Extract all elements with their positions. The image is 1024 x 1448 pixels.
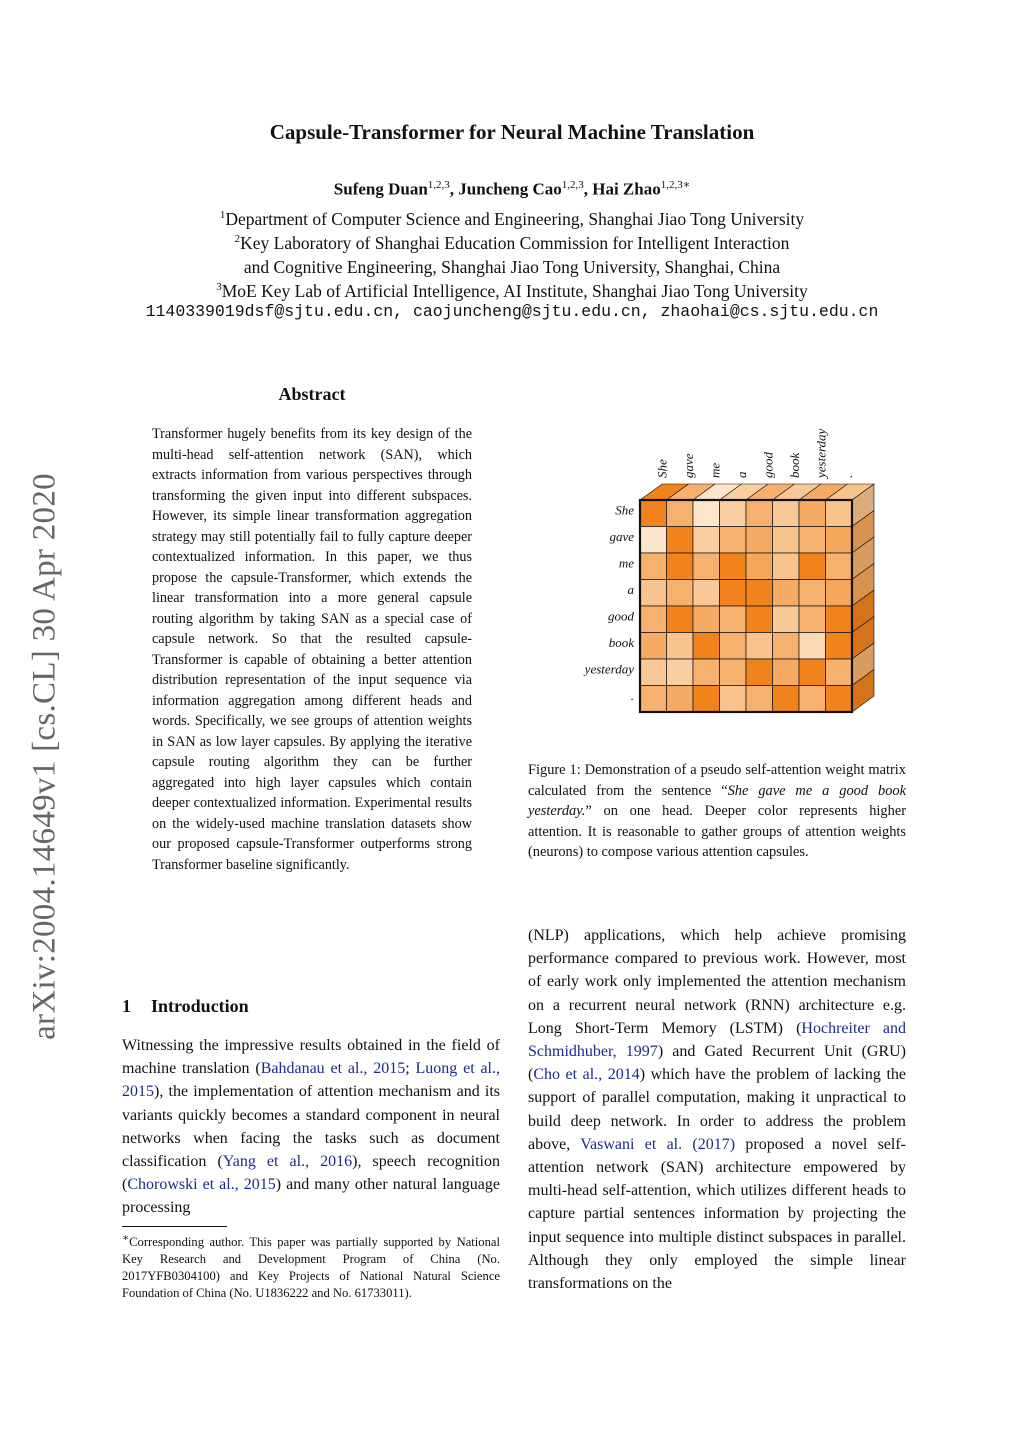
matrix-cell — [799, 659, 826, 686]
matrix-cell — [799, 606, 826, 633]
arxiv-stamp: arXiv:2004.14649v1 [cs.CL] 30 Apr 2020 — [26, 473, 63, 1040]
column-label: She — [654, 459, 670, 478]
matrix-cell — [693, 659, 720, 686]
matrix-cell — [826, 606, 853, 633]
matrix-cell — [667, 527, 694, 554]
matrix-cell — [746, 553, 773, 580]
citation-link[interactable]: Luong et al., 2015 — [122, 1060, 500, 1101]
author-affil: 1,2,3∗ — [660, 179, 691, 191]
matrix-cell — [826, 527, 853, 554]
abstract-heading: Abstract — [278, 384, 346, 404]
matrix-cell — [693, 686, 720, 713]
affiliation: $^3$MoE Key Lab of Artificial Intelligence, AI Institute, Shanghai Jiao Tong University — [216, 280, 808, 301]
matrix-cell — [773, 580, 800, 607]
matrix-cell — [746, 500, 773, 527]
matrix-cell — [773, 500, 800, 527]
row-label: good — [608, 608, 634, 624]
matrix-cell — [826, 580, 853, 607]
matrix-cell — [640, 527, 667, 554]
matrix-cell — [640, 553, 667, 580]
column-label: . — [839, 474, 855, 478]
intro-paragraph: Witnessing the impressive results obtained in the field of machine translation (Bahdanau et al., 2015; Luong et al., 2015), the implementation of attention mechanism and its variants quickly becomes a standard component in neural networks when facing the tasks such as document classification (Yang et al., 2016), speech recognition (Chorowski et al., 2015) and many other natural language processing — [122, 1037, 500, 1217]
matrix-cell — [693, 633, 720, 660]
author-affil: 1,2,3 — [561, 179, 584, 191]
column-label: good — [760, 452, 776, 478]
matrix-cell — [720, 527, 747, 554]
matrix-cell — [693, 527, 720, 554]
row-label: a — [627, 582, 634, 598]
matrix-cell — [773, 553, 800, 580]
matrix-cell — [746, 606, 773, 633]
column-label: book — [786, 452, 802, 478]
matrix-cell — [693, 500, 720, 527]
matrix-cell — [773, 659, 800, 686]
matrix-cell — [720, 553, 747, 580]
matrix-cell — [746, 686, 773, 713]
matrix-cell — [826, 633, 853, 660]
matrix-cell — [773, 606, 800, 633]
matrix-cell — [640, 500, 667, 527]
matrix-cell — [746, 633, 773, 660]
affiliation: $^1$Department of Computer Science and Engineering, Shanghai Jiao Tong University — [219, 208, 805, 229]
matrix-cell — [799, 686, 826, 713]
author-emails[interactable]: 1140339019dsf@sjtu.edu.cn, caojuncheng@sjtu.edu.cn, zhaohai@cs.sjtu.edu.cn — [145, 302, 879, 321]
author-name: Juncheng Cao — [458, 179, 562, 199]
matrix-cell — [773, 686, 800, 713]
intro-paragraph-continued: (NLP) applications, which help achieve promising performance compared to previous work. However, most of early work only implemented the attention mechanism on a recurrent neural network (RNN) architecture e.g. Long Short-Term Memory (LSTM) (Hochreiter and Schmidhuber, 1997) and Gated Recurrent Unit (GRU) (Cho et al., 2014) which have the problem of lacking the support of parallel computation, making it unpractical to build deep network. In order to address the problem above, Vaswani et al. (2017) proposed a novel self-attention network (SAN) architecture empowered by multi-head self-attention, which utilizes different heads to capture partial sentences information by projecting the input sequence into multiple distinct subspaces in parallel. Although they only employed the simple linear transformations on the — [528, 927, 907, 1293]
citation-link[interactable]: Cho et al., 2014 — [533, 1066, 640, 1084]
matrix-cell — [667, 659, 694, 686]
matrix-cell — [720, 500, 747, 527]
row-label: yesterday — [584, 661, 634, 677]
author-affil: 1,2,3 — [427, 179, 450, 191]
matrix-cell — [640, 659, 667, 686]
matrix-cell — [799, 527, 826, 554]
column-label: gave — [680, 453, 696, 478]
matrix-cell — [667, 500, 694, 527]
matrix-cell — [773, 633, 800, 660]
affiliation: $^2$Key Laboratory of Shanghai Education Commission for Intelligent Interaction — [234, 232, 790, 253]
matrix-cell — [693, 580, 720, 607]
row-label: me — [618, 555, 634, 571]
matrix-cell — [667, 606, 694, 633]
abstract-text: Transformer hugely benefits from its key design of the multi-head self-attention network (SAN), which extracts information from various perspectives through transforming the given input into different subspaces. However, its simple linear transformation aggregation strategy may still potentially fail to fully capture deeper contextualized information. In this paper, we thus propose the capsule-Transformer, which extends the linear transformation into a more general capsule routing algorithm by taking SAN as a special case of capsule network. So that the resulted capsule-Transformer is capable of obtaining a better attention distribution representation of the input sequence via information aggregation among different heads and words. Specifically, we see groups of attention weights in SAN as low layer capsules. By applying the iterative capsule routing algorithm they can be further aggregated into high layer capsules which contain deeper contextualized information. Experimental results on the widely-used machine translation datasets show our proposed capsule-Transformer outperforms strong Transformer baseline significantly. — [152, 426, 472, 873]
matrix-cell — [693, 606, 720, 633]
matrix-cell — [720, 659, 747, 686]
matrix-cell — [720, 686, 747, 713]
section-heading — [122, 996, 249, 1017]
matrix-cell — [799, 553, 826, 580]
matrix-cell — [826, 500, 853, 527]
citation-link[interactable]: Bahdanau et al., 2015 — [260, 1060, 406, 1078]
figure-caption: Figure 1: Demonstration of a pseudo self-attention weight matrix calculated from the sentence “She gave me a good book yesterday.” on one head. Deeper color represents higher attention. It is reasonable to gather groups of attention weights (neurons) to compose various attention capsules. — [528, 762, 906, 860]
matrix-cell — [826, 553, 853, 580]
matrix-cell — [826, 686, 853, 713]
footnote-rule — [122, 1226, 227, 1227]
section-number: 1 — [122, 996, 131, 1016]
footnote-mark: ∗ — [122, 1233, 130, 1244]
matrix-cell — [667, 633, 694, 660]
citation-link[interactable]: Chorowski et al., 2015 — [127, 1176, 276, 1194]
column-label: a — [733, 471, 749, 478]
row-label: She — [615, 502, 634, 518]
matrix-cell — [746, 659, 773, 686]
matrix-cell — [640, 606, 667, 633]
matrix-cell — [640, 686, 667, 713]
matrix-cell — [640, 633, 667, 660]
paper-title: Capsule-Transformer for Neural Machine Translation — [269, 120, 755, 144]
section-title: Introduction — [151, 996, 249, 1016]
attention-matrix — [560, 405, 880, 735]
matrix-cell — [667, 553, 694, 580]
matrix-cell — [773, 527, 800, 554]
matrix-cell — [826, 659, 853, 686]
matrix-cell — [746, 580, 773, 607]
citation-link[interactable]: Yang et al., 2016 — [222, 1153, 353, 1171]
column-label: me — [707, 462, 723, 478]
citation-link[interactable]: Hochreiter and Schmidhuber, 1997 — [528, 1019, 906, 1061]
author-name: Sufeng Duan — [333, 179, 428, 199]
matrix-cell — [720, 580, 747, 607]
author-name: Hai Zhao — [592, 179, 661, 199]
matrix-cell — [799, 500, 826, 527]
matrix-cell — [799, 633, 826, 660]
row-label: . — [630, 688, 634, 704]
matrix-cell — [799, 580, 826, 607]
matrix-cell — [667, 686, 694, 713]
affiliation: and Cognitive Engineering, Shanghai Jiao Tong University, Shanghai, China — [243, 256, 781, 277]
matrix-cell — [693, 553, 720, 580]
citation-link[interactable]: Vaswani et al. (2017) — [580, 1135, 736, 1153]
matrix-cell — [640, 580, 667, 607]
row-label: gave — [609, 529, 634, 545]
row-label: book — [608, 635, 634, 651]
matrix-cell — [720, 606, 747, 633]
attention-figure — [560, 405, 880, 740]
matrix-cell — [746, 527, 773, 554]
author-line: Sufeng Duan$^{1,2,3}$, Juncheng Cao$^{1,2,3}$, Hai Zhao$^{1,2,3∗}$ — [333, 179, 691, 199]
matrix-cell — [667, 580, 694, 607]
column-label: yesterday — [813, 428, 829, 478]
matrix-cell — [720, 633, 747, 660]
footnote: ∗Corresponding author. This paper was partially supported by National Key Research and Development Program of China (No. 2017YFB0304100) and Key Projects of National Natural Science Foundation of China (No. U1836222 and No. 61733011). — [122, 1233, 500, 1301]
